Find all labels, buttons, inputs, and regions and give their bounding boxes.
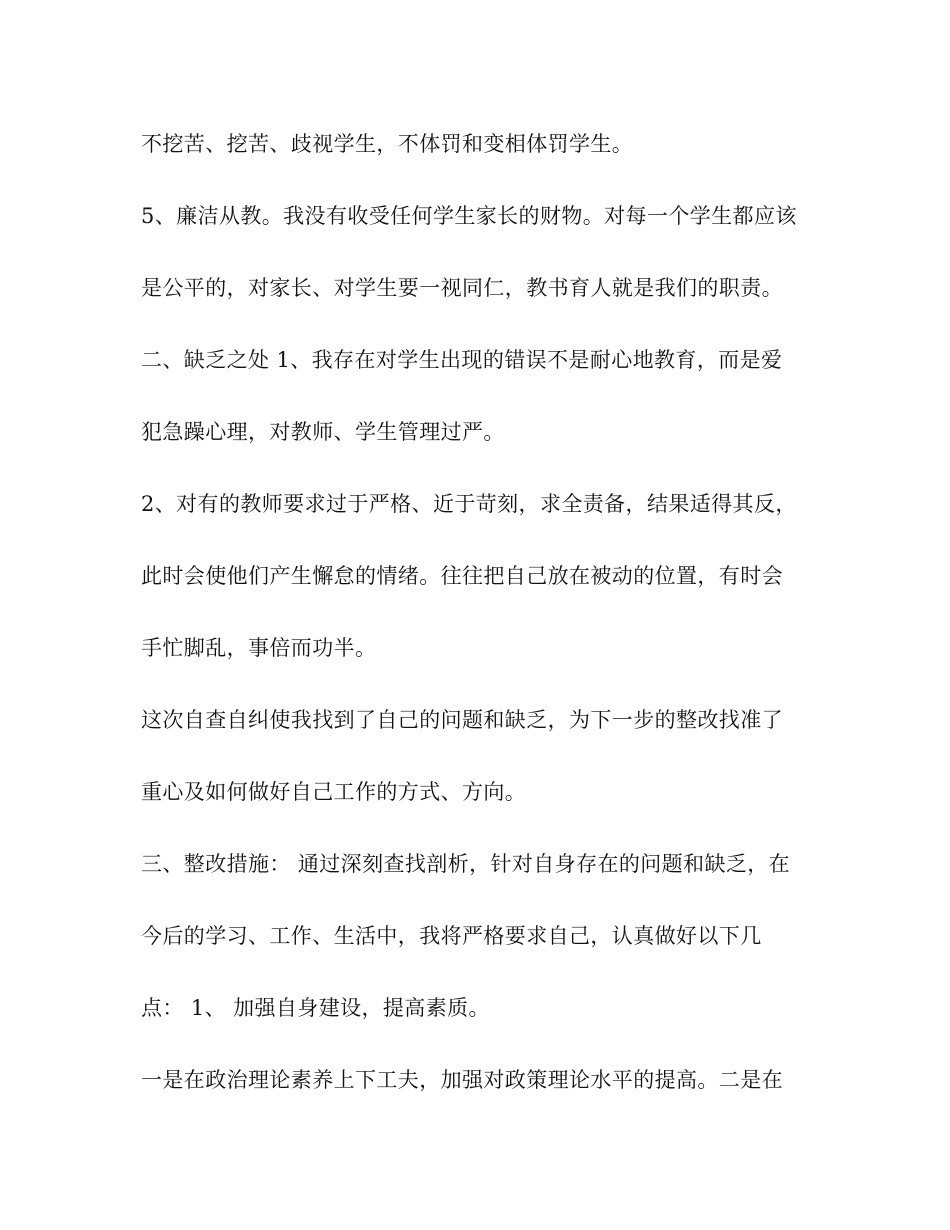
text-line: 二、缺乏之处 1、我存在对学生出现的错误不是耐心地教育，而是爱 xyxy=(141,348,783,372)
text-line: 点： 1、 加强自身建设，提高素质。 xyxy=(141,996,490,1020)
text-line: 今后的学习、工作、生活中，我将严格要求自己，认真做好以下几 xyxy=(141,924,762,948)
text-line: 犯急躁心理，对教师、学生管理过严。 xyxy=(141,420,505,444)
text-line: 5、廉洁从教。我没有收受任何学生家长的财物。对每一个学生都应该 xyxy=(141,204,797,228)
text-line: 2、对有的教师要求过于严格、近于苛刻，求全责备，结果适得其反， xyxy=(141,492,797,516)
text-line: 一是在政治理论素养上下工夫，加强对政策理论水平的提高。二是在 xyxy=(141,1068,783,1092)
text-line: 重心及如何做好自己工作的方式、方向。 xyxy=(141,780,527,804)
text-line: 三、整改措施： 通过深刻查找剖析，针对自身存在的问题和缺乏，在 xyxy=(141,852,791,876)
text-line: 这次自查自纠使我找到了自己的问题和缺乏，为下一步的整改找准了 xyxy=(141,708,783,732)
text-line: 手忙脚乱，事倍而功半。 xyxy=(141,636,377,660)
text-line: 此时会使他们产生懈怠的情绪。往往把自己放在被动的位置，有时会 xyxy=(141,564,783,588)
text-line: 是公平的，对家长、对学生要一视同仁，教书育人就是我们的职责。 xyxy=(141,276,783,300)
text-line: 不挖苦、挖苦、歧视学生，不体罚和变相体罚学生。 xyxy=(141,132,634,156)
